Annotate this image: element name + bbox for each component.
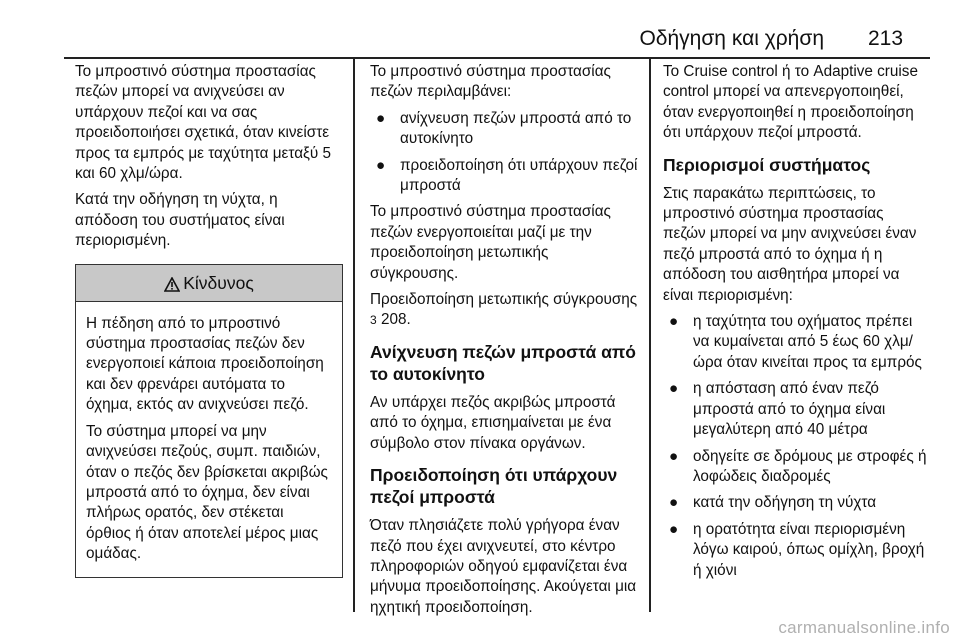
bullet-icon: ● bbox=[669, 494, 679, 512]
column-divider-2 bbox=[649, 58, 651, 612]
bullet-icon: ● bbox=[669, 313, 679, 331]
list-item: ● η ταχύτητα του οχήματος πρέπει να κυμαίνεται από 5 έως 60 χλμ/ώρα όταν κινείται προς τα εμπρός bbox=[669, 313, 922, 371]
danger-body bbox=[76, 302, 342, 577]
danger-notice bbox=[75, 264, 343, 578]
column-middle bbox=[370, 62, 638, 624]
list-item: ● ανίχνευση πεζών μπροστά από το αυτοκίνητο bbox=[376, 109, 632, 148]
list-item: ● η απόσταση από έναν πεζό μπροστά από το όχημα είναι μεγαλύτερη από 40 μέτρα bbox=[669, 380, 886, 439]
page-ref-number: 208. bbox=[380, 311, 411, 329]
section-title: Οδήγηση και χρήση bbox=[639, 27, 824, 50]
paragraph: Το Cruise control ή το Adaptive cruise control μπορεί να απενεργοποιηθεί, όταν ενεργοποιηθεί η προειδοποίηση ότι υπάρχουν πεζοί μπροστά. bbox=[663, 63, 918, 142]
bullet-list bbox=[370, 109, 638, 197]
list-item: ● προειδοποίηση ότι υπάρχουν πεζοί μπροστά bbox=[376, 156, 638, 195]
bullet-icon: ● bbox=[669, 447, 679, 465]
bullet-list bbox=[663, 312, 929, 581]
bullet-icon: ● bbox=[376, 156, 386, 174]
danger-header bbox=[76, 265, 342, 302]
warning-triangle-icon bbox=[164, 277, 180, 292]
danger-paragraph: Το σύστημα μπορεί να μην ανιχνεύσει πεζούς, συμπ. παιδιών, όταν ο πεζός δεν βρίσκεται ακριβώς μπροστά από το όχημα, δεν είναι πλήρως ορατός, δεν στέκεται όρθιος ή όταν αποτελεί μέρος μιας ομάδας. bbox=[86, 422, 328, 563]
danger-paragraph: Η πέδηση από το μπροστινό σύστημα προστασίας πεζών δεν ενεργοποιεί κάποια προειδοποίηση και δεν φρενάρει αυτόματα το όχημα, εκτός αν ανιχνεύσει πεζό. bbox=[86, 314, 324, 414]
header-divider bbox=[64, 57, 930, 59]
paragraph: Στις παρακάτω περιπτώσεις, το μπροστινό σύστημα προστασίας πεζών μπορεί να μην ανιχνεύσει έναν πεζό μπροστά από το όχημα ή η απόδοση του αισθητήρα μπορεί να είναι περιορισμένη: bbox=[663, 184, 917, 304]
paragraph: Κατά την οδήγηση τη νύχτα, η απόδοση του συστήματος είναι περιορισμένη. bbox=[75, 191, 285, 250]
paragraph: Όταν πλησιάζετε πολύ γρήγορα έναν πεζό που έχει ανιχνευτεί, στο κέντρο πληροφοριών οδηγού εμφανίζεται ένα μήνυμα προειδοποίησης. Ακούγεται μια ηχητική προειδοποίηση. bbox=[370, 517, 637, 616]
paragraph: Το μπροστινό σύστημα προστασίας πεζών ενεργοποιείται μαζί με την προειδοποίηση μετωπικής σύγκρουσης. bbox=[370, 203, 611, 282]
column-right bbox=[663, 62, 929, 587]
list-item: ● κατά την οδήγηση τη νύχτα bbox=[663, 493, 929, 513]
watermark: carmanualsonline.info bbox=[778, 618, 950, 637]
subheading: Ανίχνευση πεζών μπροστά από το αυτοκίνητο bbox=[370, 341, 636, 384]
bullet-icon: ● bbox=[669, 520, 679, 538]
paragraph: Αν υπάρχει πεζός ακριβώς μπροστά από το όχημα, επισημαίνεται με ένα σύμβολο στον πίνακα οργάνων. bbox=[370, 393, 616, 452]
paragraph: Το μπροστινό σύστημα προστασίας πεζών περιλαμβάνει: bbox=[370, 63, 611, 101]
bullet-icon: ● bbox=[669, 380, 679, 398]
page-number: 213 bbox=[868, 27, 904, 50]
list-item: ● οδηγείτε σε δρόμους με στροφές ή λοφώδεις διαδρομές bbox=[669, 447, 927, 485]
list-item: ● η ορατότητα είναι περιορισμένη λόγω καιρού, όπως ομίχλη, βροχή ή χιόνι bbox=[669, 520, 925, 579]
subheading: Περιορισμοί συστήματος bbox=[663, 154, 871, 175]
cross-reference[interactable]: Προειδοποίηση μετωπικής σύγκρουσης 3 208. bbox=[370, 291, 638, 329]
bullet-icon: ● bbox=[376, 109, 386, 127]
column-divider-1 bbox=[353, 58, 355, 612]
column-left bbox=[75, 62, 343, 578]
page-header bbox=[0, 0, 960, 54]
subheading: Προειδοποίηση ότι υπάρχουν πεζοί μπροστά bbox=[370, 465, 618, 508]
paragraph: Το μπροστινό σύστημα προστασίας πεζών μπορεί να ανιχνεύσει αν υπάρχουν πεζοί και να σας προειδοποιήσει σχετικά, όταν κινείστε προς τα εμπρός με ταχύτητα μεταξύ 5 και 60 χλμ/ώρα. bbox=[75, 63, 332, 183]
page-ref-icon: 3 bbox=[370, 313, 377, 328]
danger-title: Κίνδυνος bbox=[183, 272, 254, 293]
